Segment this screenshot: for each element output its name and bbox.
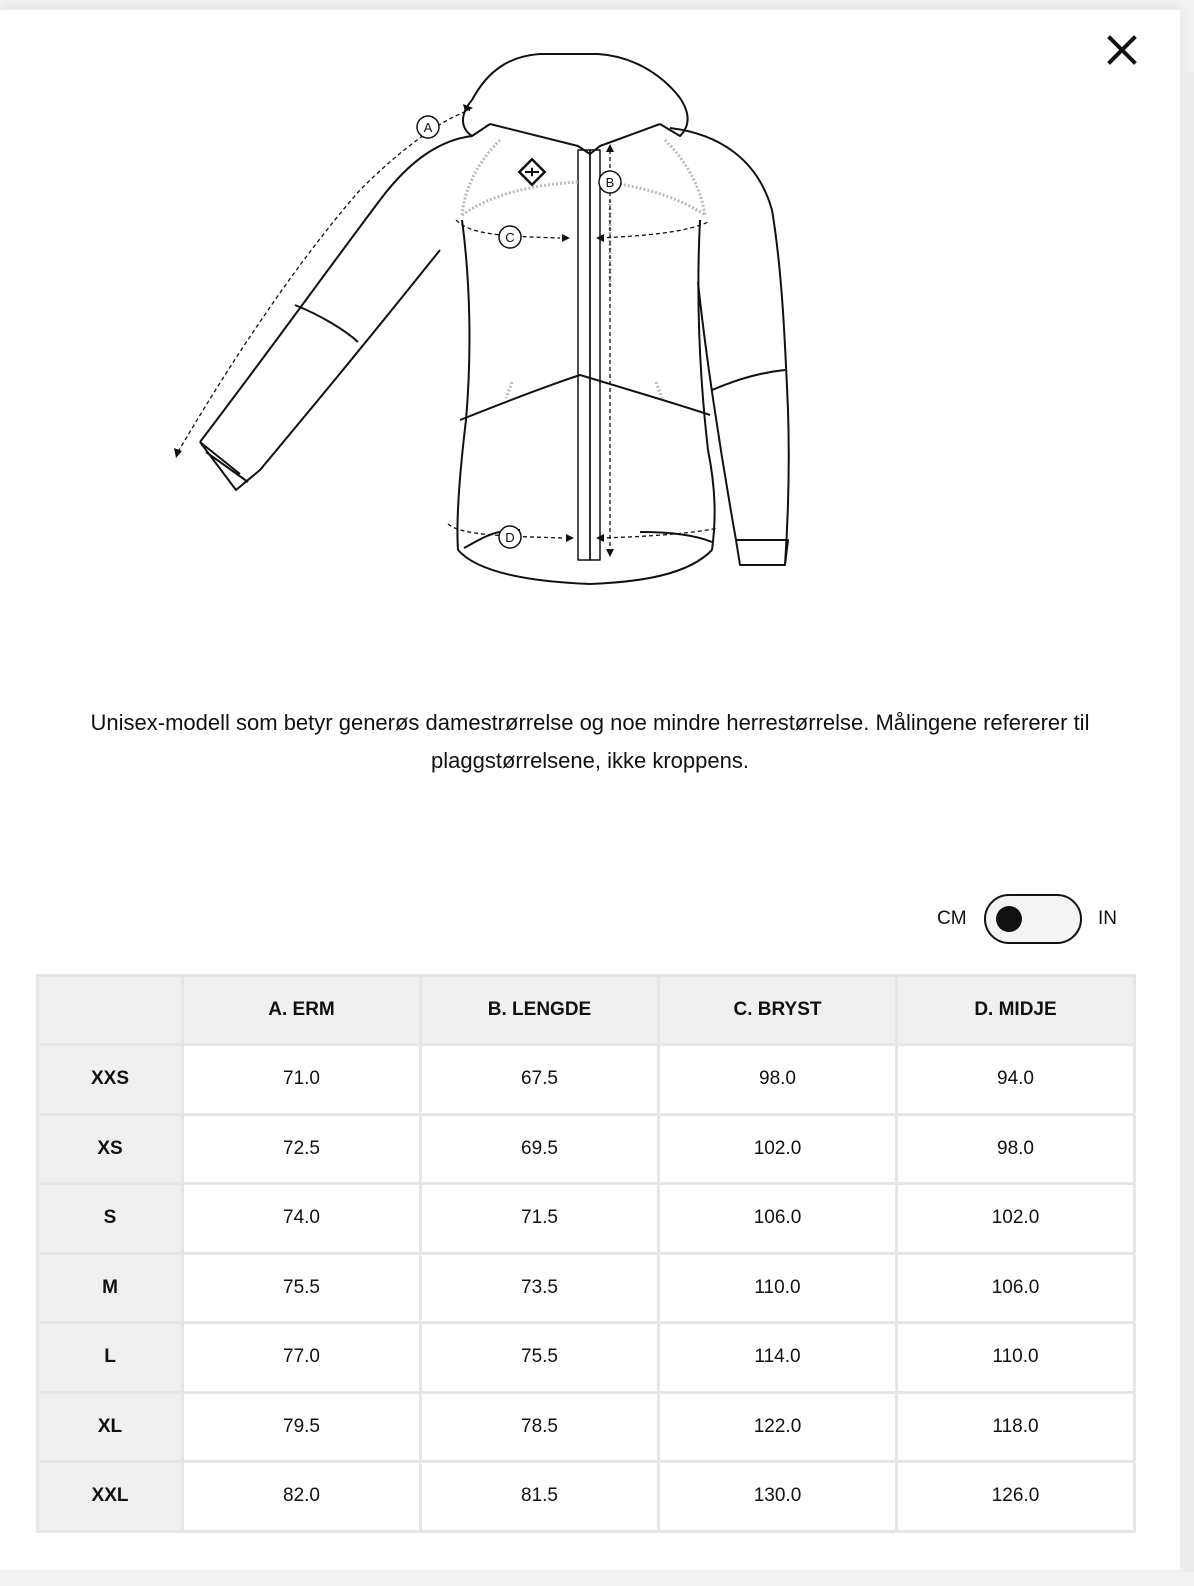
cell-sleeve: 72.5: [183, 1114, 421, 1184]
cell-waist: 94.0: [897, 1045, 1135, 1115]
close-button[interactable]: [1100, 28, 1144, 72]
cell-length: 75.5: [421, 1323, 659, 1393]
cell-sleeve: 71.0: [183, 1045, 421, 1115]
cell-length: 78.5: [421, 1392, 659, 1462]
unit-label-in[interactable]: IN: [1098, 908, 1117, 929]
cell-waist: 118.0: [897, 1392, 1135, 1462]
jacket-measurement-diagram: [160, 50, 820, 610]
scrollbar[interactable]: [1184, 72, 1194, 1572]
size-label: XXS: [38, 1045, 183, 1115]
cell-waist: 98.0: [897, 1114, 1135, 1184]
unit-toggle: [930, 894, 1130, 944]
marker-b: B: [605, 175, 615, 190]
cell-sleeve: 74.0: [183, 1184, 421, 1254]
cell-length: 73.5: [421, 1253, 659, 1323]
size-label: L: [38, 1323, 183, 1393]
marker-c: C: [505, 230, 515, 245]
cell-sleeve: 75.5: [183, 1253, 421, 1323]
size-chart-table: [36, 974, 1136, 1533]
size-label: S: [38, 1184, 183, 1254]
table-row: [38, 1253, 1135, 1323]
cell-waist: 110.0: [897, 1323, 1135, 1393]
brand-logo-icon: [519, 159, 544, 184]
size-label: XL: [38, 1392, 183, 1462]
table-row: [38, 1114, 1135, 1184]
cell-chest: 98.0: [659, 1045, 897, 1115]
table-row: [38, 1184, 1135, 1254]
cell-chest: 130.0: [659, 1462, 897, 1532]
header-sleeve: A. ERM: [183, 976, 421, 1045]
cell-sleeve: 79.5: [183, 1392, 421, 1462]
table-row: [38, 1392, 1135, 1462]
cell-length: 71.5: [421, 1184, 659, 1254]
table-row: [38, 1462, 1135, 1532]
size-label: M: [38, 1253, 183, 1323]
header-size: [38, 976, 183, 1045]
header-waist: D. MIDJE: [897, 976, 1135, 1045]
table-row: [38, 1045, 1135, 1115]
size-guide-modal: [0, 10, 1180, 1570]
cell-chest: 122.0: [659, 1392, 897, 1462]
cell-chest: 114.0: [659, 1323, 897, 1393]
header-chest: C. BRYST: [659, 976, 897, 1045]
table-header-row: [38, 976, 1135, 1045]
header-length: B. LENGDE: [421, 976, 659, 1045]
cell-waist: 126.0: [897, 1462, 1135, 1532]
size-label: XS: [38, 1114, 183, 1184]
fit-description: Unisex-modell som betyr generøs damestrørrelse og noe mindre herrestørrelse. Målingene refererer til plaggstørrelsene, ikke kroppens.: [90, 710, 1090, 773]
cell-waist: 106.0: [897, 1253, 1135, 1323]
size-label: XXL: [38, 1462, 183, 1532]
cell-chest: 110.0: [659, 1253, 897, 1323]
cell-length: 67.5: [421, 1045, 659, 1115]
close-icon: [1106, 34, 1138, 66]
cell-length: 69.5: [421, 1114, 659, 1184]
unit-switch[interactable]: [984, 894, 1082, 944]
cell-length: 81.5: [421, 1462, 659, 1532]
unit-switch-knob: [996, 906, 1022, 932]
unit-label-cm[interactable]: CM: [937, 908, 967, 929]
cell-chest: 102.0: [659, 1114, 897, 1184]
cell-sleeve: 82.0: [183, 1462, 421, 1532]
table-row: [38, 1323, 1135, 1393]
cell-sleeve: 77.0: [183, 1323, 421, 1393]
cell-waist: 102.0: [897, 1184, 1135, 1254]
marker-d: D: [505, 530, 515, 545]
cell-chest: 106.0: [659, 1184, 897, 1254]
marker-a: A: [423, 120, 433, 135]
